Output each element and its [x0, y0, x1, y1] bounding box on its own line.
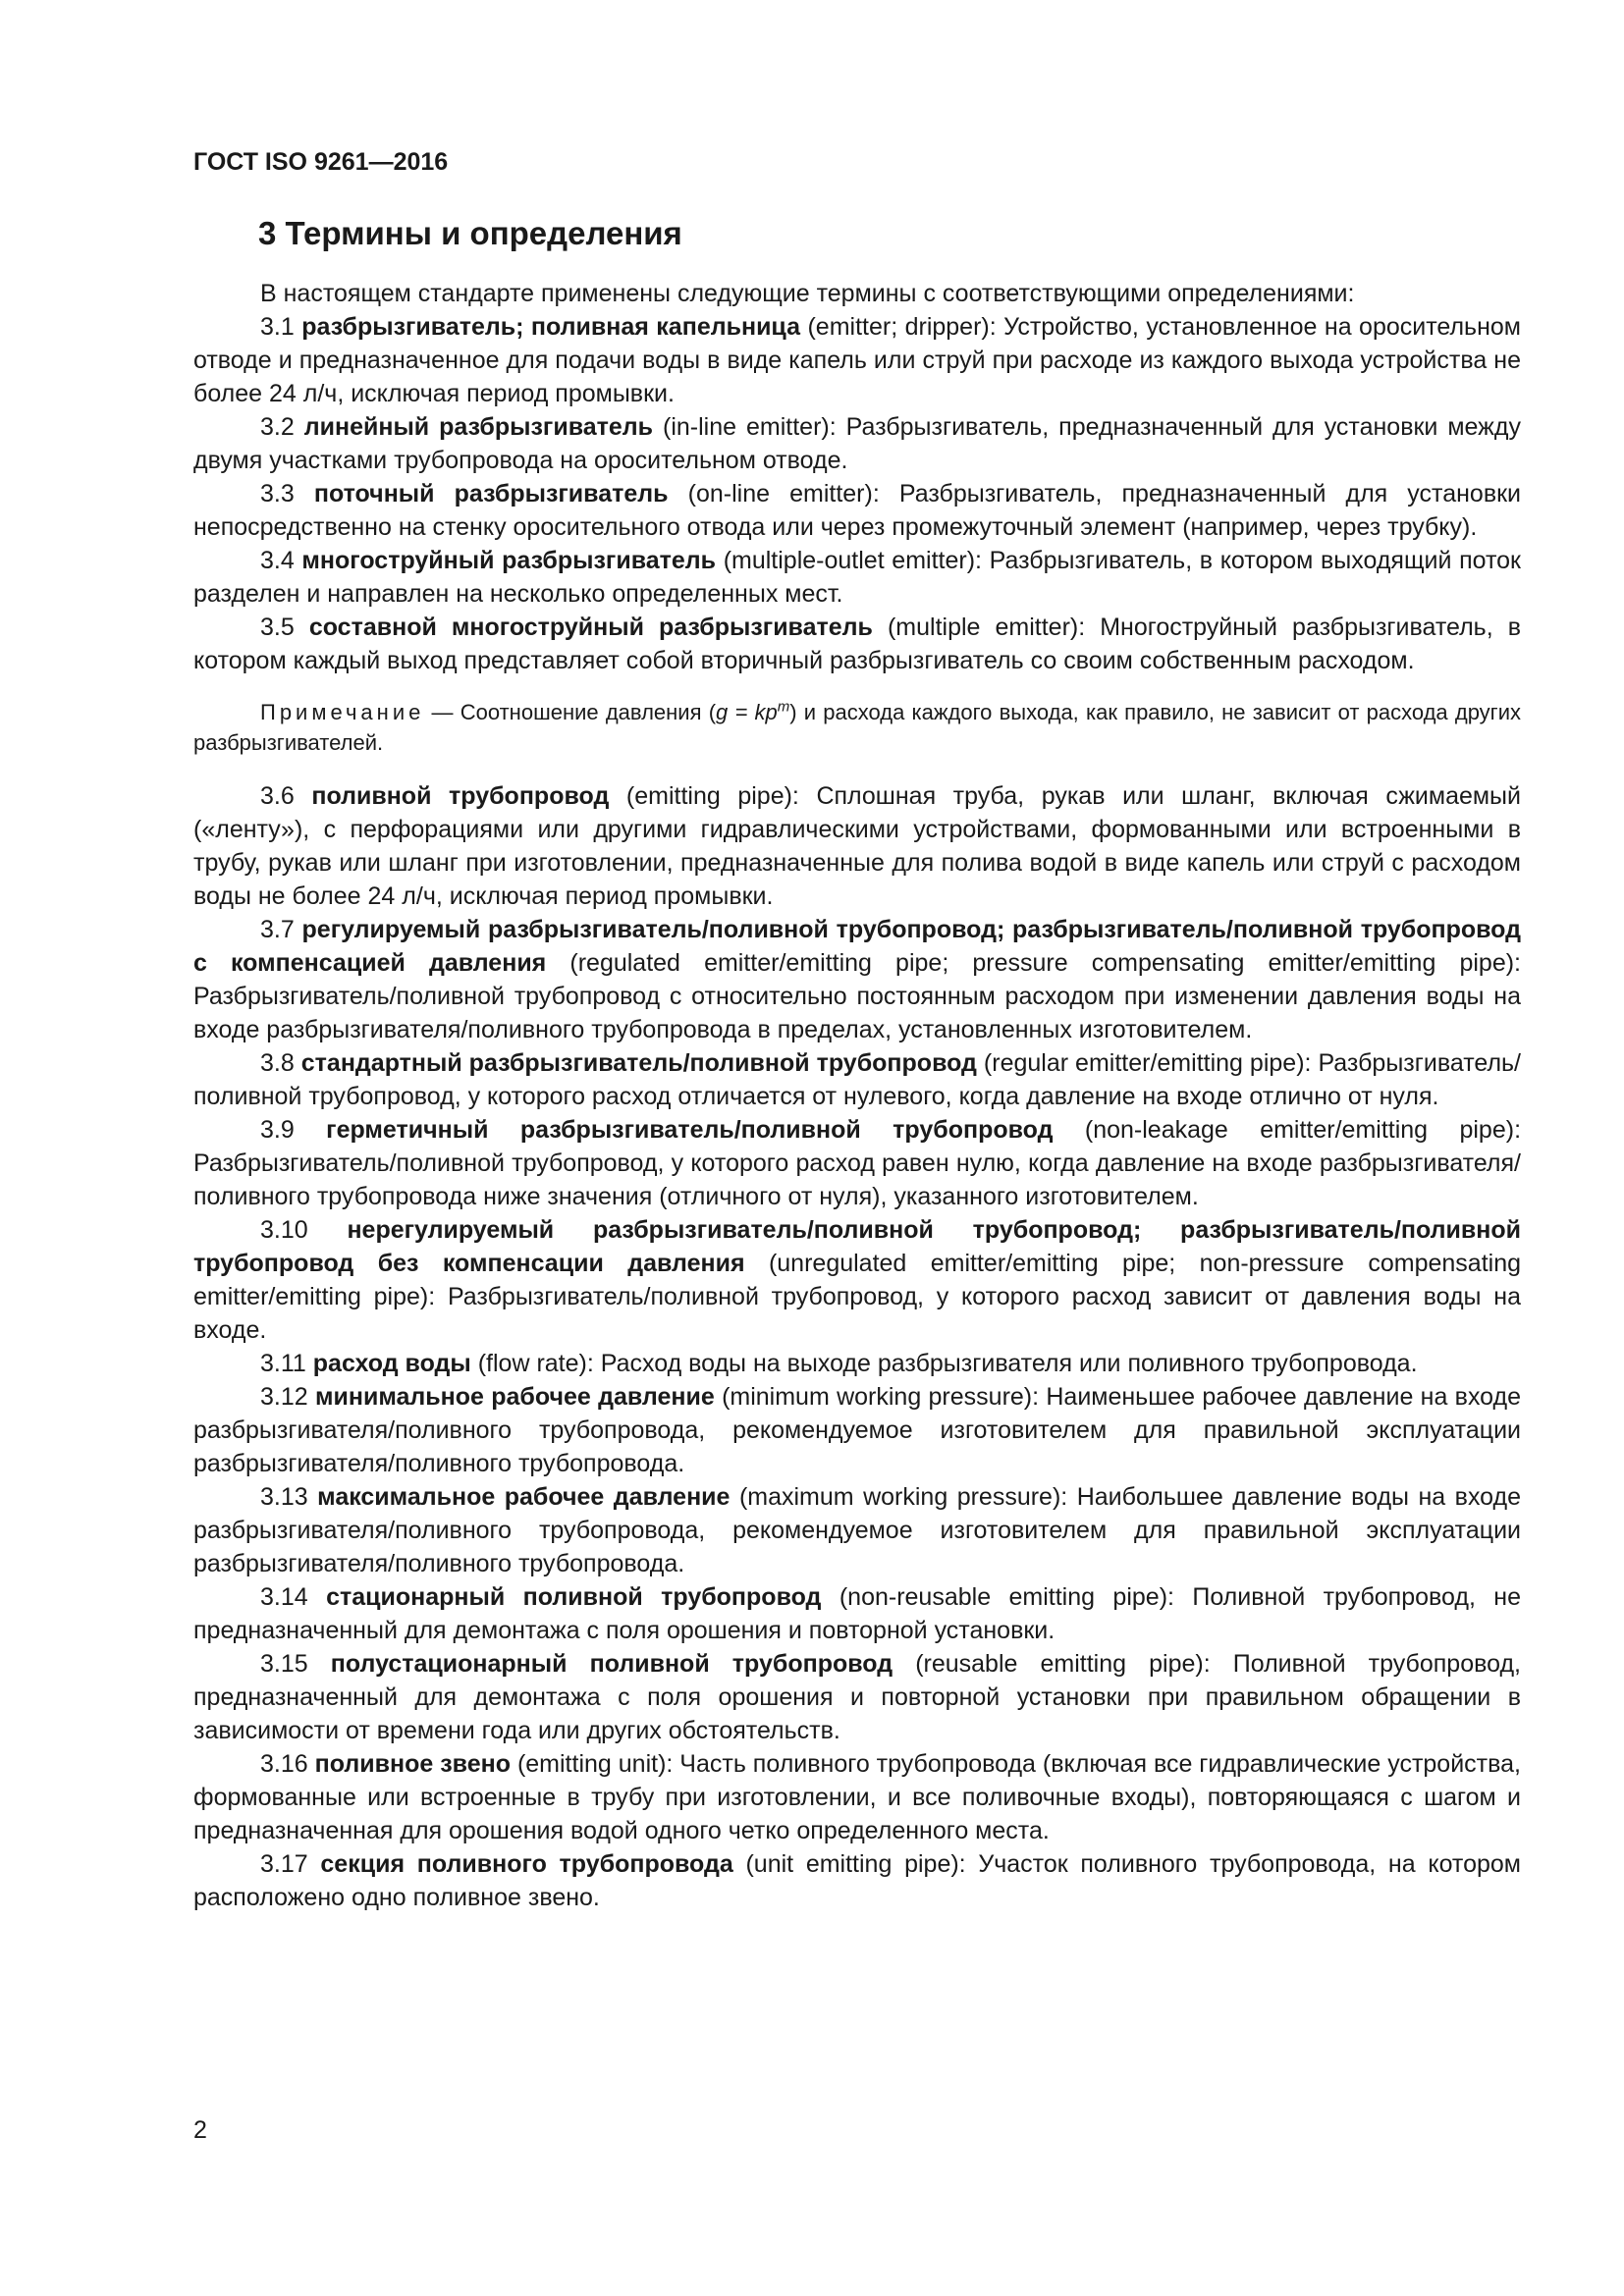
term-name: расход воды	[312, 1350, 471, 1377]
term-name: многоструйный разбрызгиватель	[301, 547, 717, 574]
page-number: 2	[193, 2116, 207, 2144]
term-3-8	[193, 1046, 1521, 1113]
term-definition: (non-reusable emitting pipe): Поливной трубопровод, не предназначенный для демонтажа с поля орошения и повторной установки.	[193, 1583, 1522, 1644]
term-name: полустационарный поливной трубопровод	[330, 1650, 893, 1678]
term-number: 3.15	[260, 1650, 308, 1678]
term-name: максимальное рабочее давление	[317, 1483, 731, 1511]
term-number: 3.14	[260, 1583, 308, 1611]
document-id-header: ГОСТ ISO 9261—2016	[193, 148, 449, 176]
note-paragraph	[193, 697, 1521, 758]
term-name: поливное звено	[314, 1750, 511, 1778]
term-name: стационарный поливной трубопровод	[326, 1583, 822, 1611]
term-3-13	[193, 1480, 1521, 1580]
term-number: 3.12	[260, 1383, 308, 1411]
note-text-end: ) и расхода каждого выхода, как правило, не зависит от расхода других разбрызгивателей.	[193, 700, 1521, 755]
term-3-12	[193, 1380, 1521, 1480]
pressure-formula	[716, 700, 789, 724]
term-number: 3.17	[260, 1850, 308, 1878]
term-3-3	[193, 477, 1521, 544]
term-definition: (emitting unit): Часть поливного трубопровода (включая все гидравлические устройства, формованные или встроенные в трубу при изготовлении, и все поливочные входы), повторяющаяся с шагом и предназначенная для орошения водой одного четко определенного места.	[193, 1750, 1521, 1844]
intro-paragraph: В настоящем стандарте применены следующие термины с соответствующими определениями:	[260, 280, 1355, 307]
term-3-5	[193, 611, 1521, 677]
term-3-16	[193, 1747, 1521, 1847]
note-text-start: — Соотношение давления (	[424, 700, 717, 724]
term-3-10	[193, 1213, 1521, 1347]
term-3-4	[193, 544, 1521, 611]
term-number: 3.3	[260, 480, 295, 507]
term-3-11	[193, 1347, 1521, 1380]
term-number: 3.1	[260, 313, 295, 341]
note-label: Примечание	[260, 700, 425, 724]
term-3-9	[193, 1113, 1521, 1213]
term-number: 3.10	[260, 1216, 308, 1244]
formula-exponent: m	[777, 698, 790, 716]
term-name: секция поливного трубопровода	[320, 1850, 733, 1878]
term-definition: (minimum working pressure): Наименьшее рабочее давление на входе разбрызгивателя/поливного трубопровода, рекомендуемое изготовителем для правильной эксплуатации разбрызгивателя/поливного трубопровода.	[193, 1383, 1522, 1477]
term-definition: (flow rate): Расход воды на выходе разбрызгивателя или поливного трубопровода.	[477, 1350, 1418, 1377]
term-name: герметичный разбрызгиватель/поливной трубопровод	[326, 1116, 1054, 1144]
term-3-15	[193, 1647, 1521, 1747]
term-definition: (emitting pipe): Сплошная труба, рукав или шланг, включая сжимаемый («ленту»), с перфорациями или другими гидравлическими устройствами, формованными или встроенными в трубу, рукав или шланг при изготовлении, предназначенные для полива водой в виде капель или струй с расходом воды не более 24 л/ч, исключая период промывки.	[193, 782, 1521, 910]
term-3-6	[193, 779, 1521, 913]
term-number: 3.8	[260, 1049, 295, 1077]
term-3-1	[193, 310, 1521, 410]
term-number: 3.9	[260, 1116, 295, 1144]
term-name: стандартный разбрызгиватель/поливной трубопровод	[300, 1049, 977, 1077]
term-number: 3.11	[260, 1350, 306, 1377]
document-page	[193, 147, 1521, 1914]
term-3-17	[193, 1847, 1521, 1914]
term-definition: (on-line emitter): Разбрызгиватель, предназначенный для установки непосредственно на стенку оросительного отвода или через промежуточный элемент (например, через трубку).	[193, 480, 1521, 541]
term-3-14	[193, 1580, 1521, 1647]
term-name: нерегулируемый разбрызгиватель/поливной трубопровод; разбрызгиватель/поливной трубопровод без компенсации давления	[193, 1216, 1521, 1277]
term-definition: (non-leakage emitter/emitting pipe): Разбрызгиватель/поливной трубопровод, у которого расход равен нулю, когда давление на входе разбрызгивателя/поливного трубопровода ниже значения (отличного от нуля), указанного изготовителем.	[193, 1116, 1522, 1210]
term-number: 3.4	[260, 547, 295, 574]
term-definition: (multiple emitter): Многоструйный разбрызгиватель, в котором каждый выход представляет собой вторичный разбрызгиватель со своим собственным расходом.	[193, 614, 1521, 674]
term-name: разбрызгиватель; поливная капельница	[301, 313, 801, 341]
term-number: 3.2	[260, 413, 295, 441]
term-definition: (in-line emitter): Разбрызгиватель, предназначенный для установки между двумя участками трубопровода на оросительном отводе.	[193, 413, 1521, 474]
term-number: 3.16	[260, 1750, 308, 1778]
term-definition: (regulated emitter/emitting pipe; pressure compensating emitter/emitting pipe): Разбрызгиватель/поливной трубопровод с относительно постоянным расходом при изменении давления воды на входе разбрызгивателя/поливного трубопровода в пределах, установленных изготовителем.	[193, 949, 1522, 1043]
term-number: 3.13	[260, 1483, 308, 1511]
term-name: поточный разбрызгиватель	[313, 480, 669, 507]
term-name: регулируемый разбрызгиватель/поливной трубопровод; разбрызгиватель/поливной трубопровод с компенсацией давления	[193, 916, 1521, 977]
term-number: 3.6	[260, 782, 295, 810]
term-definition: (unit emitting pipe): Участок поливного трубопровода, на котором расположено одно поливное звено.	[193, 1850, 1521, 1911]
term-name: линейный разбрызгиватель	[303, 413, 654, 441]
term-3-2	[193, 410, 1521, 477]
term-3-7	[193, 913, 1521, 1046]
term-definition: (emitter; dripper): Устройство, установленное на оросительном отводе и предназначенное для подачи воды в виде капель или струй при расходе из каждого выхода устройства не более 24 л/ч, исключая период промывки.	[193, 313, 1521, 407]
term-definition: (regular emitter/emitting pipe): Разбрызгиватель/поливной трубопровод, у которого расход отличается от нулевого, когда давление на входе отлично от нуля.	[193, 1049, 1522, 1110]
term-name: поливной трубопровод	[311, 782, 610, 810]
term-name: составной многоструйный разбрызгиватель	[308, 614, 873, 641]
term-definition: (reusable emitting pipe): Поливной трубопровод, предназначенный для демонтажа с поля орошения и повторной установки при правильном обращении в зависимости от времени года или других обстоятельств.	[193, 1650, 1521, 1744]
term-name: минимальное рабочее давление	[314, 1383, 715, 1411]
term-definition: (maximum working pressure): Наибольшее давление воды на входе разбрызгивателя/поливного трубопровода, рекомендуемое изготовителем для правильной эксплуатации разбрызгивателя/поливного трубопровода.	[193, 1483, 1522, 1577]
term-number: 3.5	[260, 614, 295, 641]
term-definition: (unregulated emitter/emitting pipe; non-pressure compensating emitter/emitting pipe): Разбрызгиватель/поливной трубопровод, у которого расход зависит от давления воды на входе.	[193, 1250, 1521, 1344]
term-definition: (multiple-outlet emitter): Разбрызгиватель, в котором выходящий поток разделен и направлен на несколько определенных мест.	[193, 547, 1521, 608]
formula-base: g = kp	[716, 700, 778, 724]
section-title: 3 Термины и определения	[258, 215, 682, 251]
term-number: 3.7	[260, 916, 295, 943]
